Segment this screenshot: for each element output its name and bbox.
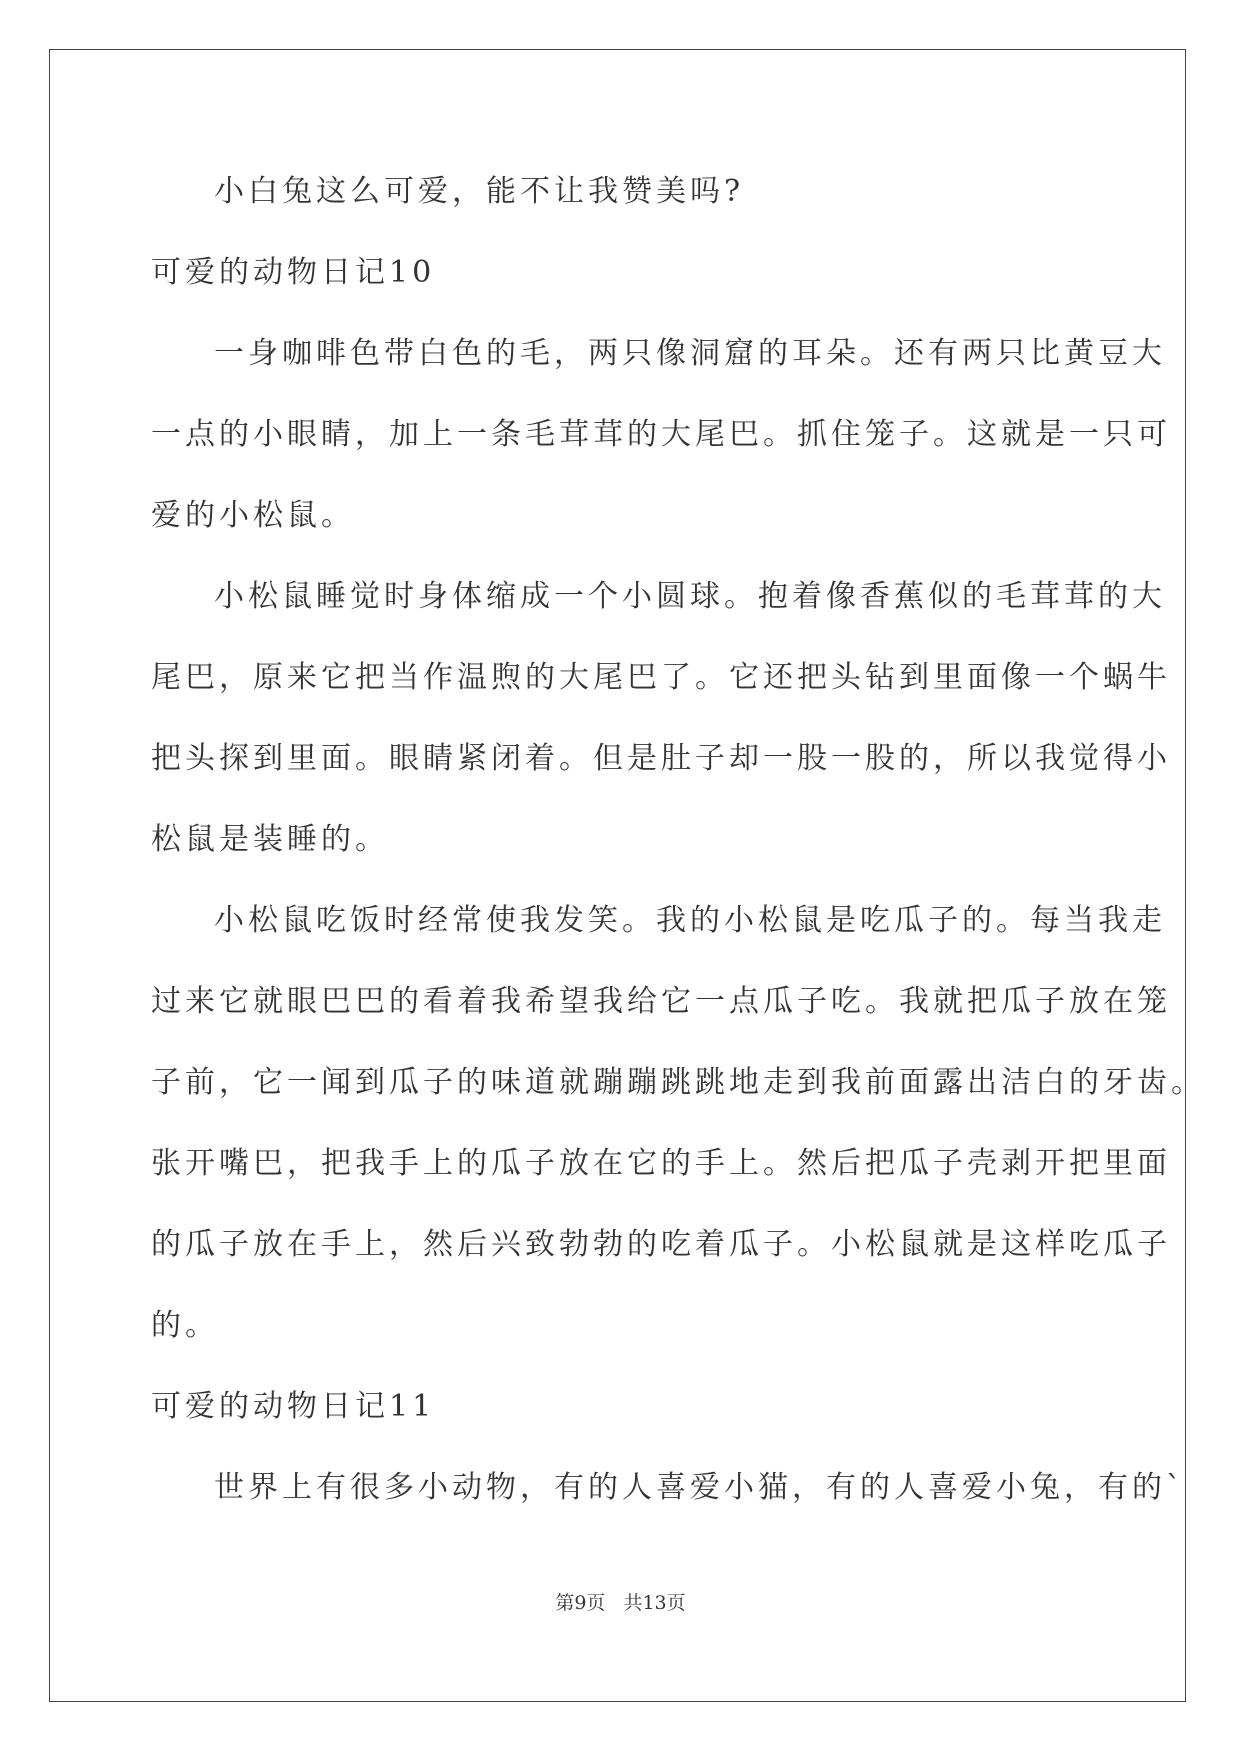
paragraph-line: 松鼠是装睡的。 (151, 822, 389, 857)
paragraph-line: 小松鼠吃饭时经常使我发笑。我的小松鼠是吃瓜子的。每当我走 (214, 903, 1166, 938)
paragraph-line: 把头探到里面。眼睛紧闭着。但是肚子却一股一股的，所以我觉得小 (151, 741, 1171, 776)
paragraph-line: 的瓜子放在手上，然后兴致勃勃的吃着瓜子。小松鼠就是这样吃瓜子 (151, 1227, 1171, 1262)
paragraph-line: 小松鼠睡觉时身体缩成一个小圆球。抱着像香蕉似的毛茸茸的大 (214, 579, 1166, 614)
paragraph-line: 小白兔这么可爱，能不让我赞美吗? (214, 174, 745, 209)
paragraph-line: 爱的小松鼠。 (151, 498, 355, 533)
paragraph-line: 子前，它一闻到瓜子的味道就蹦蹦跳跳地走到我前面露出洁白的牙齿。 (151, 1065, 1205, 1100)
paragraph-line: 尾巴，原来它把当作温煦的大尾巴了。它还把头钻到里面像一个蜗牛 (151, 660, 1171, 695)
section-heading: 可爱的动物日记11 (151, 1389, 436, 1424)
section-heading: 可爱的动物日记10 (151, 255, 436, 290)
page-border (49, 49, 1186, 1702)
paragraph-line: 过来它就眼巴巴的看着我希望我给它一点瓜子吃。我就把瓜子放在笼 (151, 984, 1171, 1019)
paragraph-line: 一点的小眼睛，加上一条毛茸茸的大尾巴。抓住笼子。这就是一只可 (151, 417, 1171, 452)
paragraph-line: 的。 (151, 1308, 219, 1343)
paragraph-line: 一身咖啡色带白色的毛，两只像洞窟的耳朵。还有两只比黄豆大 (214, 336, 1166, 371)
paragraph-line: 张开嘴巴，把我手上的瓜子放在它的手上。然后把瓜子壳剥开把里面 (151, 1146, 1171, 1181)
total-pages: 共13页 (623, 1592, 686, 1614)
page-footer (0, 1590, 1241, 1616)
paragraph-line: 世界上有很多小动物，有的人喜爱小猫，有的人喜爱小兔，有的` (214, 1470, 1185, 1505)
page-number: 第9页 (555, 1592, 606, 1614)
